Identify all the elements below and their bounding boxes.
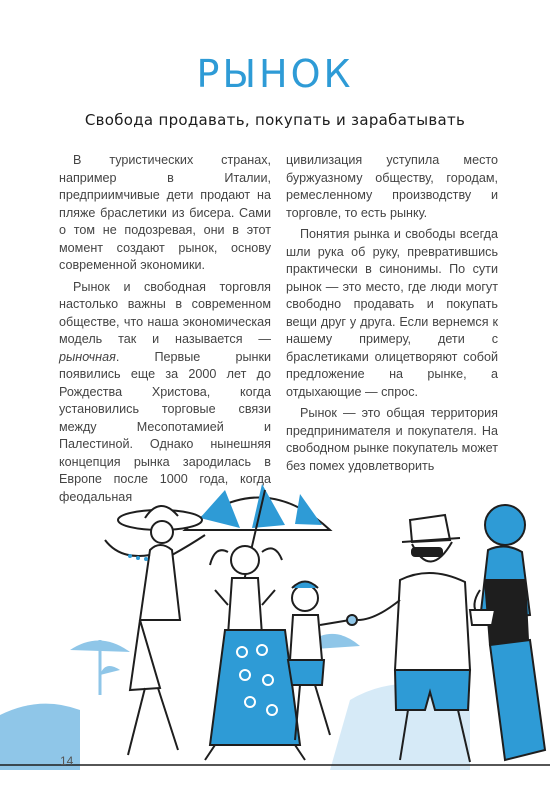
page-title: РЫНОК: [196, 52, 354, 96]
woman-with-hat: [100, 506, 205, 755]
background-umbrella-left: [70, 640, 130, 695]
right-column: [286, 152, 498, 475]
paragraph: Понятия рынка и свободы всегда шли рука об руку, превратившись практически в синонимы. По сути рынок — это место, где люди могут свободно продавать и покупать вещи друг у друга. Если вернемся к нашему примеру, дети с браслетиками олицетворяют собой предложение на рынке, а отдыхающие — спрос.: [286, 227, 498, 399]
page-subtitle: Свобода продавать, покупать и зарабатывать: [84, 111, 466, 129]
woman-in-swimsuit: [470, 505, 545, 760]
paragraph-text: . Первые рынки появились еще за 2000 лет до Рождества Христова, когда установились торговые связи между Месопотамией и Палестиной. Однако нынешняя концепция рынка зародилась в Европе после 1000 года, когда феодальная: [59, 349, 271, 504]
paragraph-text: Рынок и свободная торговля настолько важны в современном обществе, что наша экономическая модель так и называется —: [59, 279, 271, 346]
emphasized-term: рыночная: [59, 349, 116, 364]
paragraph: В туристических странах, например в Италии, предприимчивые дети продают на пляже браслетики из бисера. Сами о том не подозревая, они в этот момент создают рынок, основу современной экономики.: [59, 153, 271, 272]
paragraph: Рынок — это общая территория предпринимателя и покупателя. На свободном рынке покупатель может без помех удовлетворить: [286, 406, 498, 473]
beach-market-illustration: [0, 470, 550, 770]
left-column: [59, 152, 271, 506]
paragraph: цивилизация уступила место буржуазному обществу, городам, ремесленному производству и торговле, то есть рынку.: [286, 153, 498, 220]
page-number: 14: [60, 754, 74, 768]
